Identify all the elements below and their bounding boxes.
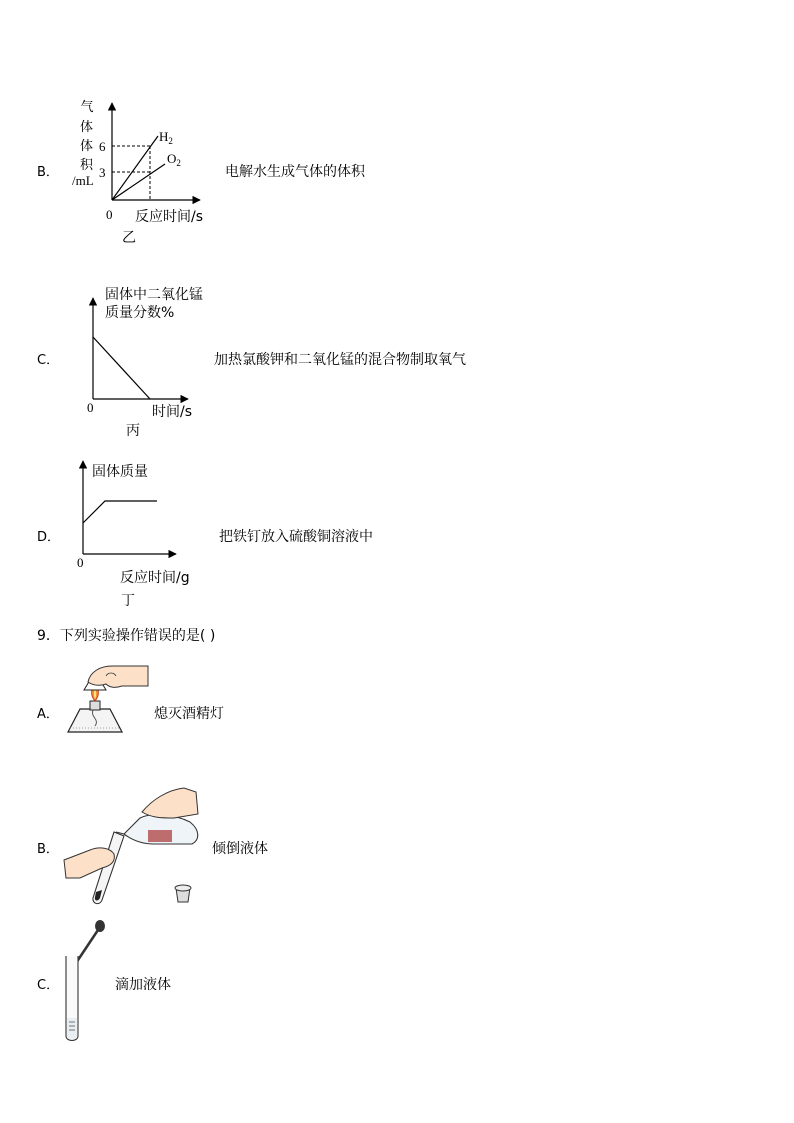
graph-c-origin: 0	[87, 400, 94, 415]
graph-d-y-title: 固体质量	[92, 464, 148, 480]
graph-d-x-title: 反应时间/g	[120, 570, 190, 586]
option-d-desc: 把铁钉放入硫酸铜溶液中	[219, 529, 373, 545]
graph-b-o2-label-main: O	[167, 151, 177, 166]
graph-b-origin: 0	[106, 207, 113, 222]
alcohol-lamp-illustration	[60, 662, 155, 742]
graph-b-ytick-3: 3	[99, 165, 106, 180]
pouring-liquid-illustration	[62, 782, 202, 910]
option-c-letter: C．	[37, 353, 60, 368]
q9-option-c-desc: 滴加液体	[115, 977, 171, 993]
q9-option-c-letter: C．	[37, 978, 60, 993]
graph-d-origin: 0	[77, 555, 84, 570]
q9-option-a-desc: 熄灭酒精灯	[154, 706, 224, 722]
graph-c-caption: 丙	[126, 423, 140, 439]
graph-b-h2-label-sub: 2	[168, 136, 173, 146]
graph-b-x-title: 反应时间/s	[135, 209, 204, 225]
option-c-desc: 加热氯酸钾和二氧化锰的混合物制取氧气	[214, 352, 466, 368]
q9-option-b-desc: 倾倒液体	[212, 841, 268, 857]
q9-option-a-letter: A．	[37, 707, 59, 722]
graph-b-h2-label-main: H	[159, 129, 169, 144]
graph-b-y-title-3: 体	[80, 138, 94, 153]
graph-d-caption: 丁	[121, 593, 135, 609]
option-d-letter: D．	[37, 530, 61, 545]
graph-b-y-title-4: 积	[80, 157, 94, 172]
q9-option-b-letter: B．	[37, 842, 59, 857]
question-9-stem: 9．下列实验操作错误的是( )	[37, 628, 216, 644]
option-b-desc: 电解水生成气体的体积	[225, 164, 365, 180]
option-b-letter: B．	[37, 165, 59, 180]
graph-b-y-title-5: /mL	[72, 173, 94, 188]
graph-c-x-title: 时间/s	[152, 404, 193, 420]
graph-b-caption: 乙	[122, 230, 136, 246]
graph-b-o2-label-sub: 2	[176, 158, 181, 168]
graph-d-curve	[83, 501, 157, 523]
dropper-illustration	[58, 918, 110, 1044]
graph-b-ytick-6: 6	[99, 139, 106, 154]
graph-c-y-title-2: 质量分数%	[105, 305, 175, 321]
graph-b-y-title-2: 体	[80, 119, 94, 134]
graph-c-y-title-1: 固体中二氧化锰	[105, 287, 203, 303]
graph-b-y-title-1: 气	[80, 99, 94, 114]
